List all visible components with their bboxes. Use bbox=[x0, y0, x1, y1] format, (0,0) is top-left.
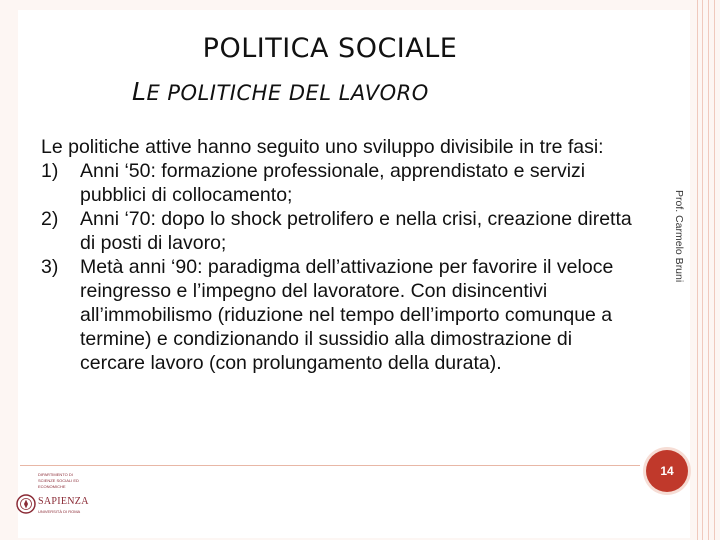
decorative-line bbox=[708, 0, 709, 540]
list-item-text: Anni ‘50: formazione professionale, apprendistato e servizi pubblici di collocamento; bbox=[80, 160, 586, 206]
list-item-text: Anni ‘70: dopo lo shock petrolifero e nella crisi, creazione diretta di posti di lavoro; bbox=[80, 208, 632, 254]
logo-subtitle: UNIVERSITÀ DI ROMA bbox=[38, 509, 81, 514]
decorative-line bbox=[714, 0, 715, 540]
right-decorative-strip bbox=[693, 0, 720, 540]
list-item bbox=[41, 255, 641, 375]
list-item-number: 2) bbox=[41, 208, 59, 230]
university-logo bbox=[8, 470, 88, 530]
logo-name: SAPIENZA bbox=[38, 496, 89, 507]
subtitle-initial: L bbox=[132, 77, 147, 106]
intro-paragraph: Le politiche attive hanno seguito uno sviluppo divisibile in tre fasi: bbox=[41, 136, 604, 158]
list-item bbox=[41, 207, 641, 255]
slide-subtitle bbox=[132, 77, 552, 106]
list-item-number: 3) bbox=[41, 256, 59, 278]
logo-department-text: DIPARTIMENTO DI SCIENZE SOCIALI ED ECONOMICHE bbox=[38, 472, 79, 489]
slide-body bbox=[41, 135, 641, 375]
slide-title: POLITICA SOCIALE bbox=[202, 33, 458, 64]
decorative-line bbox=[702, 0, 703, 540]
decorative-line bbox=[697, 0, 698, 540]
bottom-divider bbox=[20, 465, 640, 466]
page-number-badge: 14 bbox=[646, 450, 688, 492]
sapienza-seal-icon bbox=[16, 494, 36, 514]
list-item-text: Metà anni ‘90: paradigma dell’attivazione per favorire il veloce reingresso e l’impegno del lavoratore. Con disincentivi all’immobilismo (riduzione nel tempo dell’importo comunque a termine) e condizionando il sussidio alla dimostrazione di cercare lavoro (con prolungamento della durata). bbox=[80, 256, 614, 374]
author-label: Prof. Carmelo Bruni bbox=[673, 190, 685, 283]
list-item-number: 1) bbox=[41, 160, 59, 182]
phase-list bbox=[41, 159, 641, 375]
subtitle-rest: E POLITICHE DEL LAVORO bbox=[146, 81, 429, 105]
list-item bbox=[41, 159, 641, 207]
